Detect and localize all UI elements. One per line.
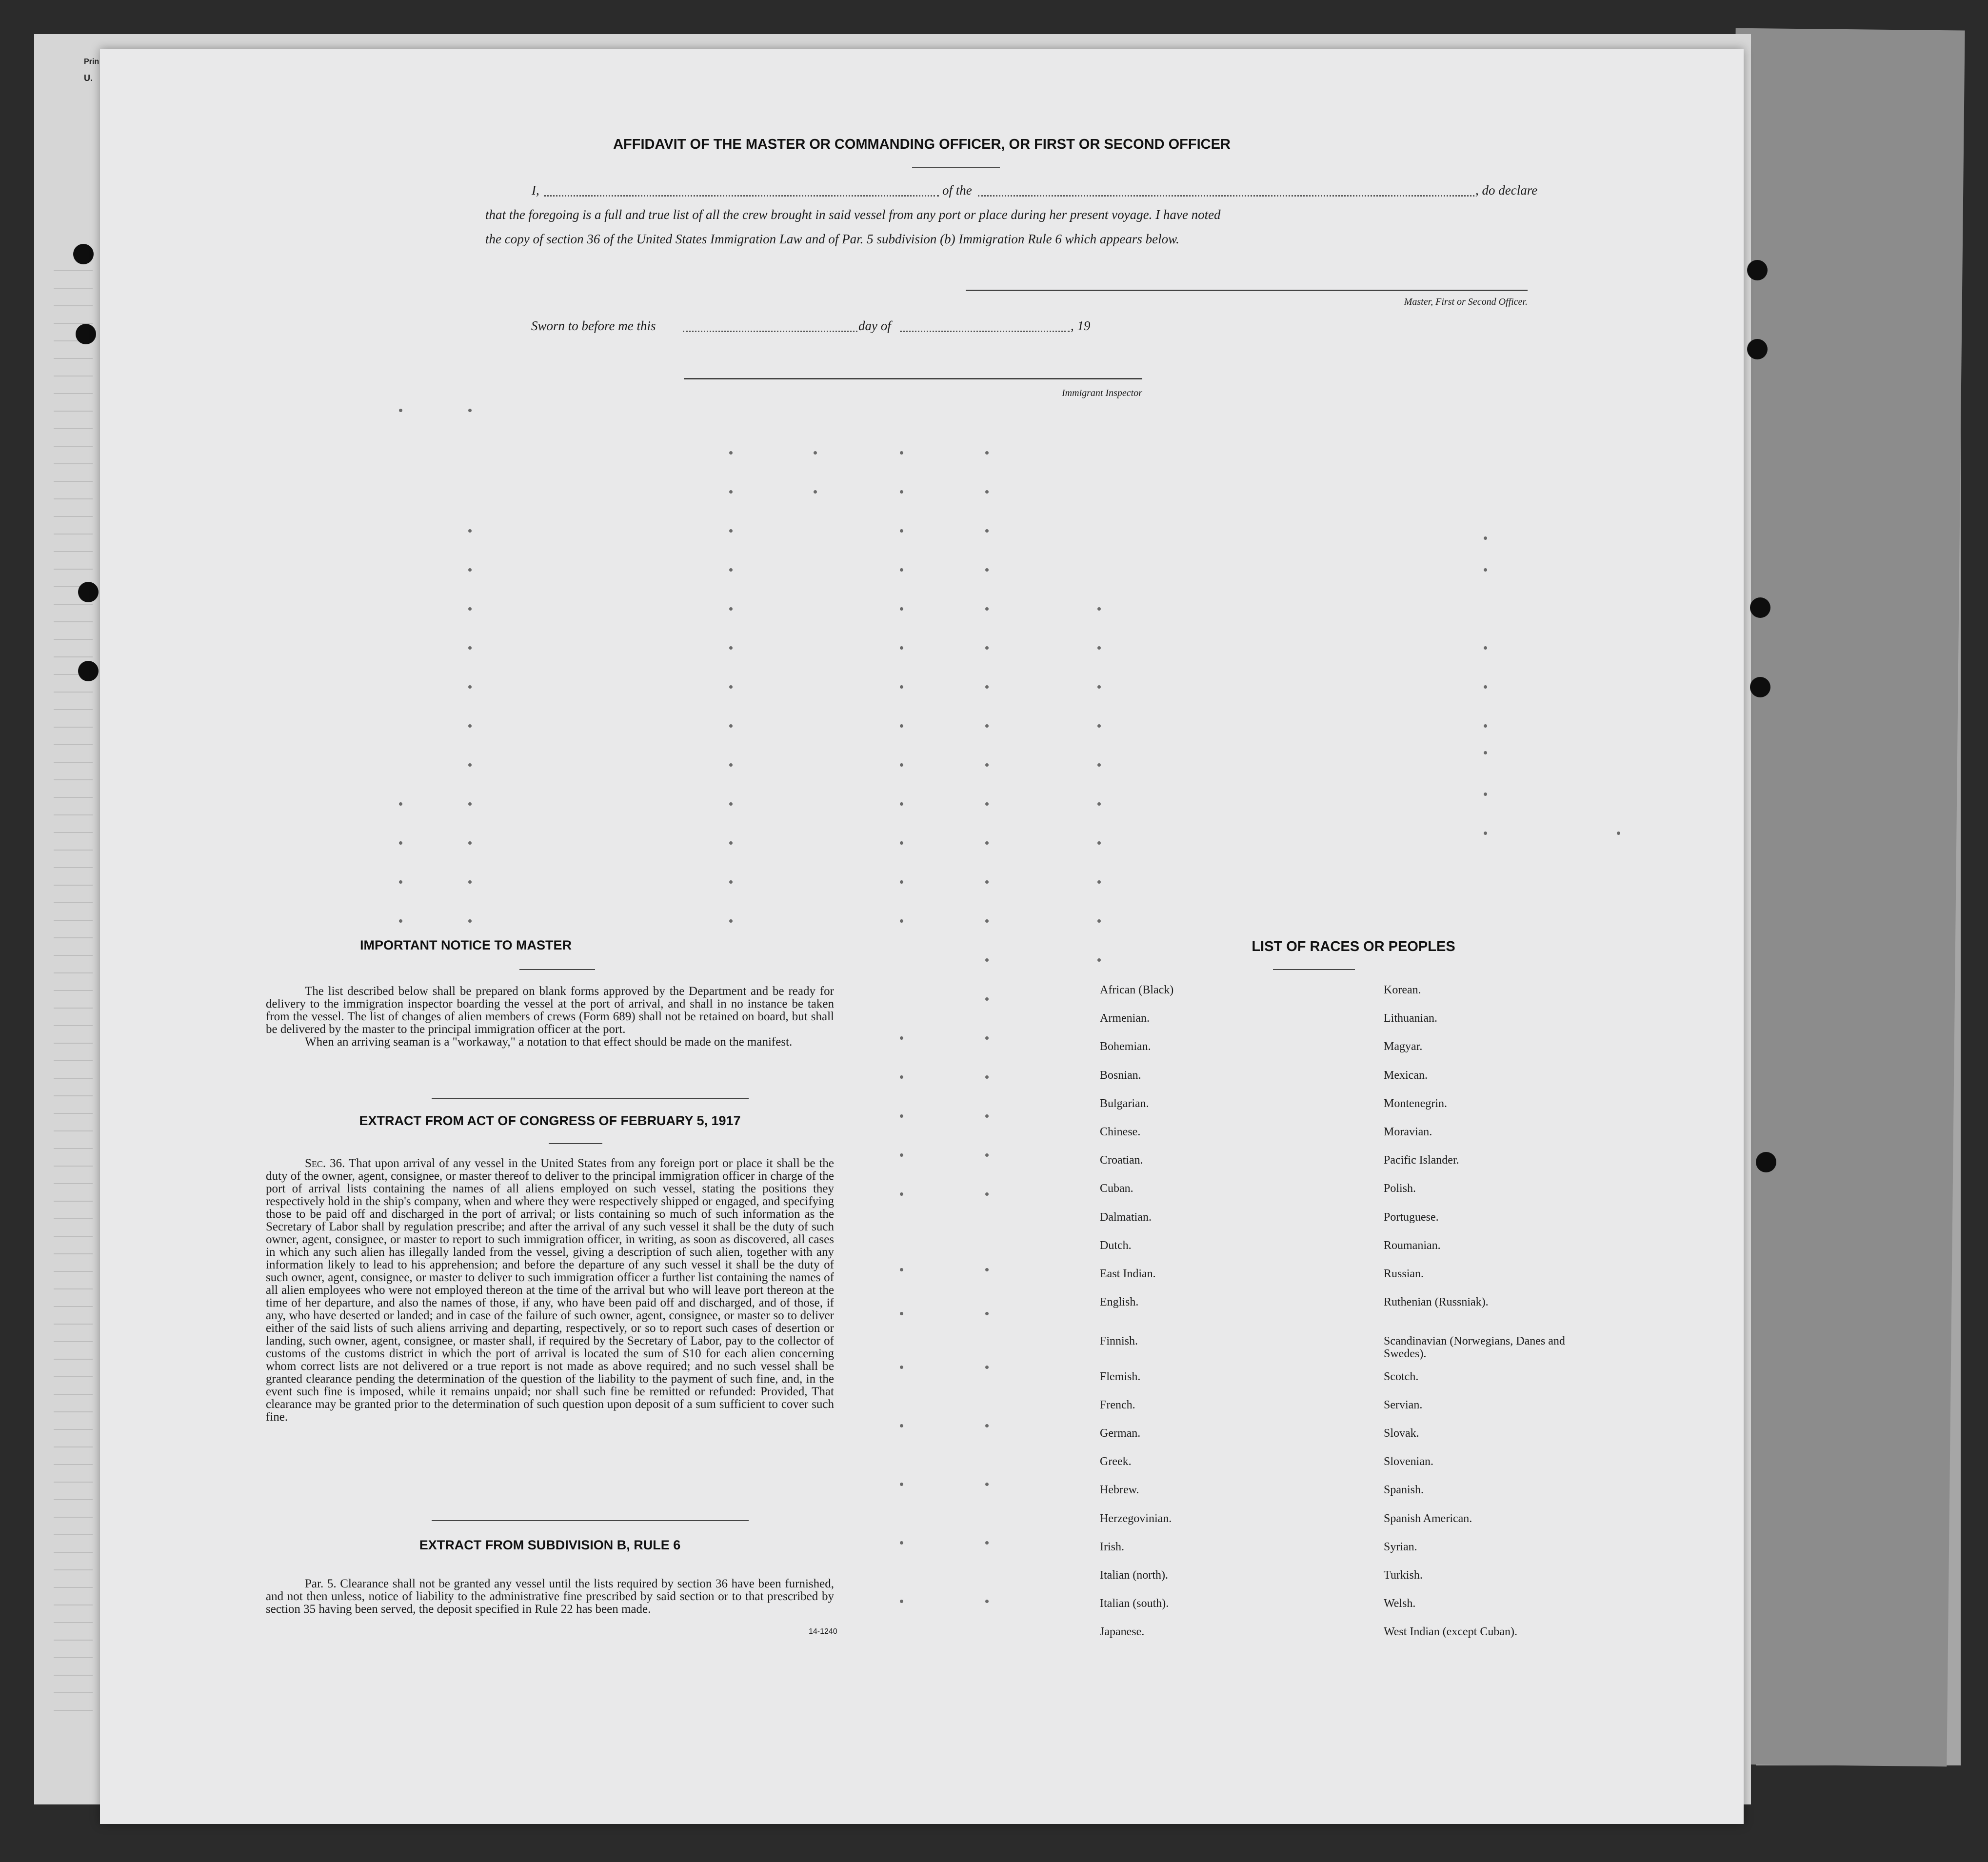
bleed-dot bbox=[814, 451, 817, 455]
section-label: Sec. 36. bbox=[305, 1157, 345, 1170]
race-item: Spanish. bbox=[1384, 1484, 1424, 1496]
bleed-dot bbox=[814, 490, 817, 494]
bleed-dot bbox=[985, 568, 989, 572]
bleed-dot bbox=[985, 1541, 989, 1545]
bleed-dot bbox=[985, 1483, 989, 1486]
race-item: Dalmatian. bbox=[1100, 1211, 1152, 1224]
punch-hole bbox=[78, 661, 99, 681]
bleed-dot bbox=[985, 997, 989, 1001]
bleed-dot bbox=[1484, 646, 1487, 650]
bleed-dot bbox=[900, 568, 903, 572]
notice-rule bbox=[519, 969, 595, 970]
bleed-dot bbox=[900, 1153, 903, 1157]
notice-paragraph: The list described below shall be prepared on blank forms approved by the Department and be ready for delivery to the immigration inspector boarding the vessel at the port of arrival, and shall in no instance be taken from the vessel. The list of changes of alien members of crews (Form 689) shall not be retained on board, but shall be delivered by the master to the principal immigration officer at the port. bbox=[266, 985, 834, 1036]
punch-hole bbox=[1747, 260, 1768, 280]
race-item: Lithuanian. bbox=[1384, 1012, 1437, 1025]
bleed-dot bbox=[1484, 568, 1487, 572]
bleed-dot bbox=[468, 724, 472, 728]
title-rule bbox=[912, 167, 1000, 168]
underlying-page-right-shadow bbox=[1717, 28, 1965, 1767]
punch-hole bbox=[73, 244, 94, 264]
race-item: Italian (north). bbox=[1100, 1569, 1168, 1582]
races-rule bbox=[1273, 969, 1355, 970]
bleed-dot bbox=[399, 802, 402, 806]
notice-paragraph: When an arriving seaman is a "workaway," a notation to that effect should be made on the manifest. bbox=[305, 1035, 793, 1049]
bleed-dot bbox=[985, 1114, 989, 1118]
bleed-dot bbox=[985, 1268, 989, 1271]
bleed-dot bbox=[900, 919, 903, 923]
bleed-dot bbox=[985, 451, 989, 455]
race-item: Chinese. bbox=[1100, 1126, 1141, 1138]
bleed-dot bbox=[468, 880, 472, 884]
race-item: Flemish. bbox=[1100, 1370, 1141, 1383]
bleed-dot bbox=[399, 409, 402, 412]
bleed-dot bbox=[900, 1483, 903, 1486]
bleed-dot bbox=[729, 685, 733, 689]
signature-line[interactable] bbox=[966, 290, 1528, 291]
bleed-dot bbox=[900, 607, 903, 611]
race-item: Dutch. bbox=[1100, 1239, 1132, 1252]
bleed-dot bbox=[985, 607, 989, 611]
race-item: East Indian. bbox=[1100, 1268, 1156, 1280]
bleed-dot bbox=[985, 958, 989, 962]
race-item: Japanese. bbox=[1100, 1625, 1145, 1638]
race-item: Mexican. bbox=[1384, 1069, 1428, 1082]
bleed-dot bbox=[468, 568, 472, 572]
rule-paragraph: Par. 5. Clearance shall not be granted any vessel until the lists required by section 36 have been furnished, and not then unless, notice of liability to the administrative fine prescribed by said section or to that prescribed by section 35 having been served, the deposit specified in Rule 22 has been made. bbox=[266, 1577, 834, 1616]
affidavit-of-the-label: of the bbox=[942, 183, 972, 198]
bleed-dot bbox=[1097, 607, 1101, 611]
race-item: Herzegovinian. bbox=[1100, 1512, 1172, 1525]
bleed-dot bbox=[468, 646, 472, 650]
notice-title: IMPORTANT NOTICE TO MASTER bbox=[360, 938, 572, 952]
bleed-dot bbox=[985, 802, 989, 806]
bleed-dot bbox=[985, 646, 989, 650]
race-item: Syrian. bbox=[1384, 1541, 1417, 1553]
bleed-dot bbox=[729, 490, 733, 494]
race-item: Korean. bbox=[1384, 984, 1421, 996]
bleed-dot bbox=[985, 685, 989, 689]
race-item: Cuban. bbox=[1100, 1182, 1133, 1195]
notice-body bbox=[266, 985, 834, 1049]
bleed-dot bbox=[985, 1312, 989, 1315]
bleed-dot bbox=[900, 1268, 903, 1271]
bleed-dot bbox=[729, 529, 733, 533]
punch-hole bbox=[1747, 339, 1768, 359]
bleed-dot bbox=[1097, 685, 1101, 689]
bleed-dot bbox=[729, 451, 733, 455]
race-item: Slovenian. bbox=[1384, 1455, 1433, 1468]
bleed-dot bbox=[1484, 751, 1487, 754]
bleed-dot bbox=[900, 529, 903, 533]
section-36-text: That upon arrival of any vessel in the United States from any foreign port or place it shall be the duty of the owner, agent, consignee, or master thereof to deliver to the principal immigration officer in charge of the port of arrival lists containing the names of all aliens employed on such vessel, stating the positions they respectively hold in the ship's company, when and where they were respectively shipped or engaged, and specifying those to be paid off and discharged in the port of arrival; or lists containing so much of such information as the Secretary of Labor shall by regulation prescribe; and after the arrival of any such vessel it shall be the duty of such owner, agent, consignee, or master to report to such immigration officer, in writing, as soon as discovered, all cases in which any such alien has illegally landed from the vessel, giving a description of such alien, together with any information likely to lead to his apprehension; and before the departure of any such vessel it shall be the duty of such owner, agent, consignee, or master to deliver to such immigration officer a further list containing the names of all alien employees who were not employed thereon at the time of the arrival but who will leave port thereon at the time of her departure, and also the names of those, if any, who have been paid off and discharged, and of those, if any, who have deserted or landed; and in case of the failure of such owner, agent, consignee, or master so to deliver either of the said lists of such aliens arriving and departing, respectively, or so to report such cases of desertion or landing, such owner, agent, consignee, or master shall, if required by the Secretary of Labor, pay to the collector of customs of the customs district in which the port of arrival is located the sum of $10 for each alien concerning whom correct lists are not delivered or a true report is not made as above required; and no such vessel shall be granted clearance pending the determination of the question of the liability to the payment of such fine, and, in the event such fine is imposed, while it remains unpaid; nor shall such fine be remitted or refunded: Provided, That clearance may be granted prior to the determination of such question upon deposit of a sum sufficient to cover such fine. bbox=[266, 1157, 834, 1424]
bleed-dot bbox=[729, 802, 733, 806]
bleed-dot bbox=[900, 802, 903, 806]
manifest-page bbox=[100, 49, 1744, 1824]
bleed-dot bbox=[985, 880, 989, 884]
race-item: Turkish. bbox=[1384, 1569, 1423, 1582]
bleed-dot bbox=[985, 490, 989, 494]
race-item: Portuguese. bbox=[1384, 1211, 1439, 1224]
bleed-dot bbox=[729, 568, 733, 572]
bleed-dot bbox=[900, 1366, 903, 1369]
bleed-dot bbox=[985, 1424, 989, 1427]
bleed-dot bbox=[900, 1036, 903, 1040]
bleed-dot bbox=[468, 763, 472, 767]
race-item: Russian. bbox=[1384, 1268, 1424, 1280]
bleed-dot bbox=[468, 409, 472, 412]
rule-extract-title: EXTRACT FROM SUBDIVISION B, RULE 6 bbox=[419, 1538, 681, 1552]
race-item: Ruthenian (Russniak). bbox=[1384, 1296, 1489, 1308]
race-item: Roumanian. bbox=[1384, 1239, 1441, 1252]
sworn-month-field[interactable] bbox=[900, 331, 1070, 332]
ruled-lines bbox=[54, 254, 93, 1717]
race-item: Finnish. bbox=[1100, 1335, 1138, 1347]
affidavit-title: AFFIDAVIT OF THE MASTER OR COMMANDING OFFICER, OR FIRST OR SECOND OFFICER bbox=[613, 137, 1231, 152]
bleed-dot bbox=[729, 646, 733, 650]
bleed-dot bbox=[1617, 832, 1620, 835]
race-item: Croatian. bbox=[1100, 1154, 1143, 1167]
bleed-dot bbox=[729, 724, 733, 728]
bleed-dot bbox=[900, 646, 903, 650]
race-item: Montenegrin. bbox=[1384, 1097, 1447, 1110]
race-item: German. bbox=[1100, 1427, 1141, 1440]
race-item: Welsh. bbox=[1384, 1597, 1416, 1610]
bleed-dot bbox=[900, 1075, 903, 1079]
inspector-caption: Immigrant Inspector bbox=[1062, 388, 1142, 398]
bleed-dot bbox=[399, 841, 402, 845]
corner-text-2: U. bbox=[84, 73, 93, 83]
bleed-dot bbox=[1097, 802, 1101, 806]
races-title: LIST OF RACES OR PEOPLES bbox=[1252, 939, 1455, 954]
section-rule bbox=[432, 1098, 749, 1099]
bleed-dot bbox=[900, 1541, 903, 1545]
inspector-signature-line[interactable] bbox=[684, 378, 1142, 379]
master-name-field[interactable] bbox=[544, 195, 939, 197]
bleed-dot bbox=[900, 1424, 903, 1427]
bleed-dot bbox=[985, 1153, 989, 1157]
bleed-dot bbox=[1097, 841, 1101, 845]
day-of-label: day of bbox=[858, 318, 891, 333]
bleed-dot bbox=[729, 919, 733, 923]
bleed-dot bbox=[1484, 832, 1487, 835]
bleed-dot bbox=[900, 880, 903, 884]
race-item: West Indian (except Cuban). bbox=[1384, 1625, 1517, 1638]
bleed-dot bbox=[1097, 763, 1101, 767]
race-item: Magyar. bbox=[1384, 1040, 1423, 1053]
act-extract-body bbox=[266, 1157, 834, 1424]
act-extract-title: EXTRACT FROM ACT OF CONGRESS OF FEBRUARY 5, 1917 bbox=[359, 1113, 741, 1128]
bleed-dot bbox=[468, 802, 472, 806]
affidavit-i-label: I, bbox=[532, 183, 539, 198]
race-item: Slovak. bbox=[1384, 1427, 1419, 1440]
bleed-dot bbox=[1097, 646, 1101, 650]
race-item: Polish. bbox=[1384, 1182, 1416, 1195]
race-item: Irish. bbox=[1100, 1541, 1124, 1553]
bleed-dot bbox=[1484, 724, 1487, 728]
bleed-dot bbox=[985, 529, 989, 533]
punch-hole bbox=[78, 582, 99, 602]
bleed-dot bbox=[900, 490, 903, 494]
bleed-dot bbox=[985, 1366, 989, 1369]
bleed-dot bbox=[729, 607, 733, 611]
bleed-dot bbox=[468, 919, 472, 923]
bleed-dot bbox=[985, 841, 989, 845]
bleed-dot bbox=[900, 763, 903, 767]
race-item: Scandinavian (Norwegians, Danes and Swedes). bbox=[1384, 1335, 1565, 1360]
sworn-label: Sworn to before me this bbox=[531, 318, 656, 333]
bleed-dot bbox=[399, 919, 402, 923]
affidavit-line-3: the copy of section 36 of the United States Immigration Law and of Par. 5 subdivision (b) Immigration Rule 6 which appears below. bbox=[485, 232, 1179, 246]
bleed-dot bbox=[985, 1192, 989, 1196]
bleed-dot bbox=[900, 1192, 903, 1196]
punch-hole bbox=[1750, 677, 1770, 697]
bleed-dot bbox=[729, 880, 733, 884]
bleed-dot bbox=[900, 451, 903, 455]
corner-text-1: Prin bbox=[84, 58, 99, 66]
punch-hole bbox=[76, 324, 96, 344]
race-item: Italian (south). bbox=[1100, 1597, 1169, 1610]
bleed-dot bbox=[900, 1312, 903, 1315]
bleed-dot bbox=[1097, 724, 1101, 728]
bleed-dot bbox=[1097, 880, 1101, 884]
race-item: Servian. bbox=[1384, 1399, 1423, 1411]
bleed-dot bbox=[1484, 536, 1487, 540]
bleed-dot bbox=[1097, 958, 1101, 962]
race-item: Spanish American. bbox=[1384, 1512, 1472, 1525]
race-item: African (Black) bbox=[1100, 984, 1174, 996]
do-declare-label: , do declare bbox=[1475, 183, 1538, 198]
race-item: Bohemian. bbox=[1100, 1040, 1151, 1053]
race-item: Scotch. bbox=[1384, 1370, 1419, 1383]
bleed-dot bbox=[1484, 792, 1487, 796]
section-rule bbox=[432, 1520, 749, 1521]
rule-extract-body bbox=[266, 1578, 834, 1616]
bleed-dot bbox=[468, 529, 472, 533]
vessel-name-field[interactable] bbox=[978, 195, 1474, 197]
race-item: Bulgarian. bbox=[1100, 1097, 1149, 1110]
affidavit-line-2: that the foregoing is a full and true list of all the crew brought in said vessel from any port or place during her present voyage. I have noted bbox=[485, 207, 1221, 222]
act-rule bbox=[549, 1143, 602, 1144]
bleed-dot bbox=[399, 880, 402, 884]
bleed-dot bbox=[985, 763, 989, 767]
bleed-dot bbox=[985, 1600, 989, 1603]
sworn-day-field[interactable] bbox=[683, 331, 857, 332]
signature-caption: Master, First or Second Officer. bbox=[1404, 297, 1528, 307]
bleed-dot bbox=[729, 763, 733, 767]
year-label: , 19 bbox=[1071, 318, 1091, 333]
bleed-dot bbox=[985, 724, 989, 728]
bleed-dot bbox=[468, 607, 472, 611]
race-item: Greek. bbox=[1100, 1455, 1132, 1468]
bleed-dot bbox=[468, 841, 472, 845]
race-item: Moravian. bbox=[1384, 1126, 1432, 1138]
race-item: Pacific Islander. bbox=[1384, 1154, 1459, 1167]
bleed-dot bbox=[1484, 685, 1487, 689]
bleed-dot bbox=[729, 841, 733, 845]
bleed-dot bbox=[468, 685, 472, 689]
bleed-dot bbox=[985, 1075, 989, 1079]
form-number: 14-1240 bbox=[809, 1627, 837, 1636]
race-item: Hebrew. bbox=[1100, 1484, 1139, 1496]
bleed-dot bbox=[985, 919, 989, 923]
bleed-dot bbox=[900, 685, 903, 689]
bleed-dot bbox=[985, 1036, 989, 1040]
bleed-dot bbox=[900, 841, 903, 845]
race-item: French. bbox=[1100, 1399, 1135, 1411]
punch-hole bbox=[1756, 1152, 1776, 1172]
bleed-dot bbox=[900, 1600, 903, 1603]
bleed-dot bbox=[900, 724, 903, 728]
race-item: English. bbox=[1100, 1296, 1139, 1308]
race-item: Armenian. bbox=[1100, 1012, 1150, 1025]
punch-hole bbox=[1750, 597, 1770, 618]
bleed-dot bbox=[1097, 919, 1101, 923]
race-item: Bosnian. bbox=[1100, 1069, 1141, 1082]
bleed-dot bbox=[900, 1114, 903, 1118]
